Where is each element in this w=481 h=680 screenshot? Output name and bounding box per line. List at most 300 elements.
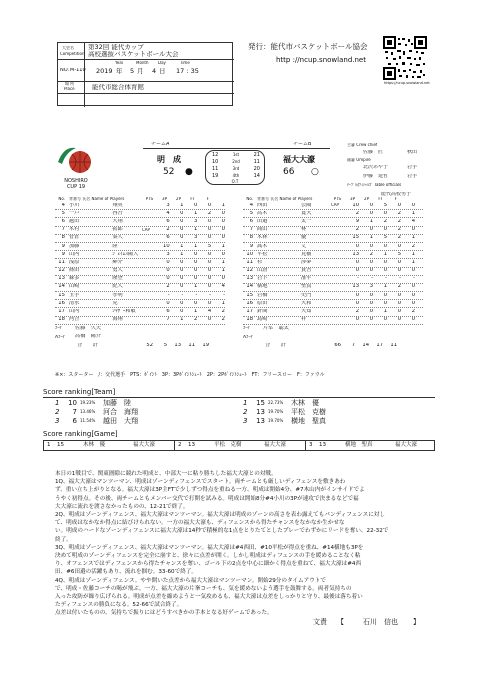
player-pts: - (167, 292, 170, 298)
umpire1-name: 北沢あや子 (363, 165, 389, 170)
player-given-name: 勇人 (112, 268, 123, 274)
team-b-player-row (243, 210, 423, 218)
date-month: 5 (130, 68, 135, 75)
rank-pct: 11.54% (80, 418, 96, 424)
captain-mark: CAP (331, 203, 339, 208)
player-ft: 0 (397, 317, 401, 323)
month-head: Month (136, 61, 149, 65)
rank-row (243, 399, 393, 408)
header-no: No. (246, 196, 253, 201)
player-given-name: 海翔 (112, 317, 123, 323)
player-given-name: 丈 (301, 243, 307, 249)
player-given-name: 優 (301, 235, 307, 241)
player-no: 17 (58, 309, 65, 315)
game-rank-pts: 13 (188, 442, 195, 448)
player-pts: 15 (352, 235, 359, 241)
player-fouls: 0 (411, 300, 415, 306)
ranking-game-title: Score ranking[Game] (43, 430, 118, 438)
team-b-result-mark: ○ (311, 167, 319, 177)
player-fouls: 1 (411, 210, 415, 216)
report-line: たディフェンスの勝負になる。52-66で試合終了。 (55, 602, 183, 609)
player-given-name: 太一 (301, 218, 312, 224)
logo-line1: NOSHIRO (64, 178, 88, 184)
team-b-total: 66 (283, 167, 295, 177)
player-no: 7 (61, 227, 65, 233)
player-family-name: 岩下 (257, 276, 268, 282)
player-given-name: 大翔 (112, 218, 123, 224)
scoreboard (143, 141, 330, 187)
player-family-name: 玉手 (68, 292, 80, 298)
rank-player-no: 13 (256, 408, 265, 417)
player-family-name: 杉 (257, 259, 263, 265)
player-given-name: 拓郎 (112, 227, 123, 233)
player-2p: 0 (193, 300, 198, 306)
player-family-name: 間山 (257, 227, 268, 233)
player-no: 7 (249, 227, 253, 233)
rank-number: 3 (243, 417, 248, 426)
player-family-name: 河合 (68, 317, 80, 323)
report-line: 4Q、明成はゾーンディフェンス。やや開いた点差から福大大濠はマンツーマン。開始29分のタイムアウトで (55, 577, 326, 584)
player-pts: 0 (355, 268, 359, 274)
player-2p: - (385, 276, 387, 282)
player-no: 9 (61, 243, 65, 249)
player-given-name: 大和 (301, 300, 312, 306)
player-ft: 0 (207, 284, 212, 290)
player-pts: 2 (355, 227, 359, 233)
header-name: 背番号 氏名 Name of Players (257, 196, 313, 201)
team-b-player-row (243, 300, 423, 308)
tournament-label: 大会名 (62, 46, 74, 50)
player-2p: 1 (193, 210, 198, 216)
publisher: 発行：能代市バスケットボール協会 (248, 42, 368, 51)
player-fouls: 2 (411, 309, 415, 315)
player-no: 6 (61, 218, 65, 224)
team-b-player-row (243, 308, 423, 316)
game-rank-name: 横地 聖真 (345, 442, 373, 448)
team-b-header (243, 196, 423, 202)
player-given-name: 柊 (301, 227, 307, 233)
player-family-name: 加藤 (68, 243, 80, 249)
rank-player-name: 横地 聖真 (291, 417, 326, 426)
player-given-name: 涉夢 (301, 259, 312, 265)
player-pts: 0 (166, 268, 170, 274)
header-ft: FT (378, 196, 383, 201)
player-ft: 0 (207, 218, 212, 224)
umpire-label: 副審 Umpire (347, 158, 371, 162)
team-b-total-f: 11 (390, 343, 397, 349)
team-b-player-row (243, 317, 423, 325)
player-family-name: 平松 (257, 251, 268, 257)
player-pts: 13 (352, 284, 359, 290)
player-pts: 10 (163, 243, 170, 249)
player-3p: 0 (369, 300, 373, 306)
player-pts: 2 (166, 284, 170, 290)
header-pts: PTS (333, 196, 341, 201)
game-rank-pts: 15 (57, 442, 64, 448)
team-a-player-row (55, 317, 225, 325)
player-fouls: 1 (411, 251, 415, 257)
player-no: 13 (58, 276, 65, 282)
player-fouls: 0 (411, 227, 415, 233)
player-given-name: 紳介 (112, 259, 123, 265)
player-no: 8 (249, 235, 253, 241)
team-a-player-row (55, 251, 225, 259)
umpire2-name: 伊藤 建哲 (363, 174, 389, 179)
player-ft: 0 (397, 292, 401, 298)
player-fouls: 1 (221, 268, 225, 274)
player-given-name: 孝明 (112, 292, 123, 298)
team-a-player-row (55, 268, 225, 276)
team-a-player-row (55, 276, 225, 284)
player-family-name: 西田 (257, 202, 268, 208)
player-no: 12 (246, 268, 253, 274)
game-rank-name: 木林 優 (83, 442, 106, 448)
player-2p: 0 (193, 202, 198, 208)
player-no: 14 (246, 284, 253, 290)
player-pts: 6 (166, 309, 170, 315)
date-day: 4 (152, 68, 157, 75)
player-2p: 5 (383, 202, 387, 208)
team-b-coach-name: 片峯 聡太 (263, 325, 289, 331)
player-family-name: 清水 (68, 300, 80, 306)
player-no: 11 (246, 259, 253, 265)
player-pts: 4 (166, 210, 170, 216)
crew-name: 佐藤 匠 (363, 150, 384, 155)
player-pts: 6 (166, 235, 170, 241)
rank-number: 3 (55, 417, 60, 426)
player-2p: 0 (193, 268, 198, 274)
player-no: 16 (58, 300, 65, 306)
player-no: 18 (246, 317, 253, 323)
game-rank-pts: 13 (319, 442, 326, 448)
q3-label: 3rd (232, 166, 240, 171)
player-family-name: 森多 (68, 276, 80, 282)
day-unit: 日 (159, 68, 166, 75)
player-no: 4 (61, 202, 65, 208)
rank-player-no: 10 (68, 399, 77, 408)
report-line: ず、重い立ち上がりとなる。福大大濠は3P主FTで少しずつ得点を重ねる一方、明成は開始4分、#7木山内がインサイドでよ (55, 487, 365, 494)
rank-player-name: 越田 大翔 (103, 417, 138, 426)
player-ft: 0 (397, 268, 401, 274)
qr-caption: https://ncup.snowland.net (384, 81, 430, 85)
report-line: 3Q、明成はゾーンディフェンス、福大大濠はマンツーマン。福大大濠は#4西田、#10平松が得点を重ね、#14横地も3Pを (55, 544, 364, 551)
player-2p: 1 (383, 284, 387, 290)
player-family-name: 菅倉 (68, 235, 80, 241)
rank-row (243, 417, 393, 426)
player-ft: 4 (207, 309, 212, 315)
player-ft: 2 (207, 210, 212, 216)
player-3p: 0 (180, 284, 184, 290)
player-fouls: 0 (411, 202, 415, 208)
game-rank-name: 平松 克樹 (214, 442, 242, 448)
date-year: 2019 (96, 68, 113, 75)
player-family-name: 木林 (257, 235, 268, 241)
rank-pct: 19.70% (268, 418, 284, 424)
rank-row (55, 408, 205, 417)
team-a-total-3p: 5 (163, 343, 167, 349)
player-ft: 0 (397, 309, 401, 315)
player-no: 9 (61, 251, 65, 257)
header-no: No. (58, 196, 65, 201)
player-3p: - (181, 292, 184, 298)
player-family-name: 山内 (68, 251, 80, 257)
player-fouls: 0 (221, 235, 225, 241)
year-head: Year (115, 61, 124, 65)
team-a-total-f: 19 (202, 343, 209, 349)
player-3p: 2 (369, 251, 373, 257)
team-a-total-2p: 13 (174, 343, 181, 349)
rank-row (243, 408, 393, 417)
rank-number: 2 (55, 408, 60, 417)
crew-label: 主審 Crew chief (347, 143, 378, 147)
player-no: 16 (246, 300, 253, 306)
header-3p: 3P (162, 196, 167, 201)
player-3p: 1 (180, 202, 184, 208)
player-family-name: 山内 (68, 309, 80, 315)
header-ft: FT (190, 196, 195, 201)
player-ft: 0 (207, 235, 212, 241)
player-ft: 0 (207, 276, 212, 282)
player-2p: 0 (383, 227, 387, 233)
q4-b: 14 (253, 173, 260, 179)
rank-player-name: 加藤 陸 (103, 399, 131, 408)
place-label-en: Place (64, 87, 75, 91)
game-rank-number: 2 (178, 442, 182, 448)
player-fouls: 4 (411, 218, 415, 224)
team-a-coach-name: 佐藤 久夫 (75, 325, 101, 331)
player-3p: 0 (369, 202, 373, 208)
player-ft: 0 (207, 300, 212, 306)
player-2p: 2 (193, 317, 198, 323)
team-a-total-ft: 11 (188, 343, 195, 349)
player-2p: 5 (383, 235, 387, 241)
umpire1-pref: 岩手 (407, 165, 418, 170)
report-line: 大大濠に流れを渡さなかったものの、12-21で終了。 (55, 503, 189, 510)
player-given-name: 寛大 (301, 210, 312, 216)
player-pts: 0 (166, 300, 170, 306)
player-family-name: 原田 (257, 300, 268, 306)
team-a-total: 52 (163, 167, 175, 177)
player-3p: 0 (180, 218, 184, 224)
player-fouls: 2 (221, 309, 225, 315)
acoach-label: Aｺｰﾁ (243, 334, 253, 340)
player-family-name: 篠田 (68, 268, 80, 274)
coach-label: ｺｰﾁ (55, 326, 62, 332)
player-fouls: 1 (221, 259, 225, 265)
team-a-total-row (55, 342, 225, 350)
player-2p: 0 (383, 210, 387, 216)
player-pts: 0 (166, 259, 170, 265)
game-rank-number: 1 (47, 442, 51, 448)
player-2p: 1 (193, 284, 198, 290)
player-ft: 5 (397, 251, 401, 257)
rank-player-no: 6 (72, 417, 77, 426)
team-b-total-ft: 17 (376, 343, 383, 349)
player-family-name: 針間 (257, 309, 268, 315)
no-label: NO. (60, 68, 70, 73)
team-a-coach-row (55, 325, 225, 333)
player-pts: 2 (355, 210, 359, 216)
team-a-player-row (55, 235, 225, 243)
player-no: 17 (246, 309, 253, 315)
game-info-box (57, 42, 233, 106)
player-no: 18 (58, 317, 65, 323)
team-b-player-row (243, 259, 423, 267)
player-family-name: 山唐 (257, 268, 268, 274)
player-no: 15 (246, 292, 253, 298)
rank-pct: 19.70% (268, 409, 284, 415)
player-pts: 2 (166, 227, 170, 233)
player-3p: 0 (369, 243, 373, 249)
player-given-name: 晃 (112, 300, 118, 306)
player-2p: 0 (383, 268, 387, 274)
q4-label: 4th (232, 173, 240, 178)
rank-number: 1 (243, 399, 248, 408)
team-b-player-row (243, 202, 423, 210)
site-url[interactable]: http ://ncup.snowland.net (276, 56, 366, 64)
no-value: M-110 (70, 68, 86, 73)
player-family-name: 山崎 (68, 284, 80, 290)
player-family-name: 田邉 (257, 218, 268, 224)
team-b-total-2p: 14 (362, 343, 369, 349)
player-ft: 2 (397, 210, 401, 216)
player-2p: 1 (193, 309, 198, 315)
player-pts: 0 (355, 292, 359, 298)
player-2p: 3 (193, 235, 198, 241)
player-ft: 0 (397, 243, 401, 249)
player-pts: 9 (355, 218, 359, 224)
report-line: 入った攻防が繰り広げられる。明成が点差を縮めようと一気攻めるも、福大大濠は点差をしっかりと守り、最後は落ち着い (55, 594, 363, 601)
player-family-name: 嵩木 (257, 243, 268, 249)
team-b-label: チームB (293, 142, 312, 147)
player-pts: 3 (166, 202, 170, 208)
player-ft: 0 (397, 300, 401, 306)
player-no: 5 (249, 210, 253, 216)
player-pts: 0 (166, 276, 170, 282)
player-ft: - (399, 276, 401, 282)
player-ft: - (209, 292, 212, 298)
player-pts: 6 (166, 218, 170, 224)
player-3p: 0 (180, 210, 184, 216)
report-line: 田、#6田邉の活躍もあり、流れを掴む。33-60で終了。 (55, 569, 197, 576)
player-family-name: 岩橋 (257, 292, 268, 298)
player-3p: 1 (369, 235, 373, 241)
player-ft: 2 (397, 227, 401, 233)
player-no: 12 (58, 268, 65, 274)
report-line: い。明成のハードなゾーンディフェンスに福大大濠は14秒で積極的な1点をとりたてとしたプレーでわずかにリードを奪い、22-32で (55, 528, 389, 535)
acoach-label: Aｺｰﾁ (55, 334, 65, 340)
player-3p: 1 (369, 218, 373, 224)
player-no: 9 (249, 243, 253, 249)
ranking-team-b (243, 399, 393, 426)
player-ft: 5 (207, 243, 212, 249)
player-fouls: 2 (221, 317, 225, 323)
player-fouls: 0 (411, 268, 415, 274)
player-fouls: 2 (411, 243, 415, 249)
tournament-label-en: Competition (60, 52, 85, 56)
player-2p: - (195, 292, 198, 298)
game-report (55, 470, 435, 618)
team-b-acoach-row (243, 333, 423, 341)
team-a-player-row (55, 300, 225, 308)
header-2p: 2P (176, 196, 181, 201)
game-rank-team: 福大大濠 (264, 442, 287, 448)
player-pts: 0 (355, 300, 359, 306)
player-fouls: 1 (411, 259, 415, 265)
rank-number: 1 (55, 399, 60, 408)
player-given-name: 陸 (112, 243, 118, 249)
player-2p: 0 (383, 292, 387, 298)
player-3p: 0 (369, 210, 373, 216)
player-2p: 1 (193, 227, 198, 233)
player-2p: 3 (193, 218, 198, 224)
report-line: 決めて明成のゾーンディフェンスを完全に崩すと、徐々に点差が開く。しかし明成はディフェンスの手を緩めることなく粘 (55, 553, 361, 560)
rank-player-no: 15 (256, 399, 265, 408)
player-given-name: ｼｬｻﾞｰ和敏 (112, 309, 136, 315)
player-ft: 2 (397, 218, 401, 224)
noshiro-cup-logo (56, 142, 96, 178)
team-b-player-row (243, 268, 423, 276)
player-2p: 0 (193, 259, 198, 265)
ranking-team-title: Score ranking[Team] (43, 388, 116, 396)
rank-pct: 13.46% (80, 409, 96, 415)
player-fouls: - (223, 292, 225, 298)
qr-code (383, 36, 427, 80)
player-ft: 0 (207, 317, 212, 323)
player-given-name: ｼﾞｪｲﾑｽ陽人 (112, 251, 139, 257)
player-fouls: 0 (221, 210, 225, 216)
player-pts: 0 (355, 243, 359, 249)
team-b-player-row (243, 227, 423, 235)
table-value: 能代高校男子 (381, 192, 412, 197)
q4-a: 19 (212, 173, 219, 179)
player-fouls: 4 (221, 284, 225, 290)
team-a-acoach-row (55, 333, 225, 341)
player-no: 11 (58, 259, 65, 265)
report-line: 2Q、明成はゾーンディフェンス、福大大濠はマンツーマン。福大大濠は明成のゾーンの高さを表わ露えてもバンディフェンスに対し (55, 512, 385, 519)
player-ft: 0 (207, 268, 212, 274)
date-time: 17 : 35 (176, 68, 199, 75)
player-2p: 1 (383, 251, 387, 257)
team-b-player-row (243, 243, 423, 251)
player-3p: 1 (180, 243, 184, 249)
player-no: 15 (58, 292, 65, 298)
team-a-player-row (55, 218, 225, 226)
tournament-name-2: 高校選抜バスケットボール大会 (88, 51, 179, 58)
player-no: 13 (246, 276, 253, 282)
player-pts: - (357, 276, 359, 282)
player-family-name: 浅原 (68, 259, 80, 265)
player-pts: 7 (166, 317, 170, 323)
team-b-player-row (243, 218, 423, 226)
header-f: F (394, 196, 397, 201)
q1-b: 21 (253, 152, 260, 158)
player-fouls: 0 (221, 218, 225, 224)
player-family-name: 小川 (68, 202, 80, 208)
player-fouls: 1 (221, 202, 225, 208)
total-label: 合 計 (77, 343, 98, 349)
player-given-name: 翔英 (112, 202, 123, 208)
rank-player-no: 13 (256, 417, 265, 426)
total-label: 合 計 (265, 343, 286, 349)
player-3p: 0 (369, 259, 373, 265)
player-family-name: 木村 (68, 227, 80, 233)
player-given-name: 准平 (301, 276, 312, 282)
player-pts: 13 (352, 251, 359, 257)
rank-number: 2 (243, 408, 248, 417)
header-f: F (206, 196, 209, 201)
player-3p: 0 (369, 309, 373, 315)
